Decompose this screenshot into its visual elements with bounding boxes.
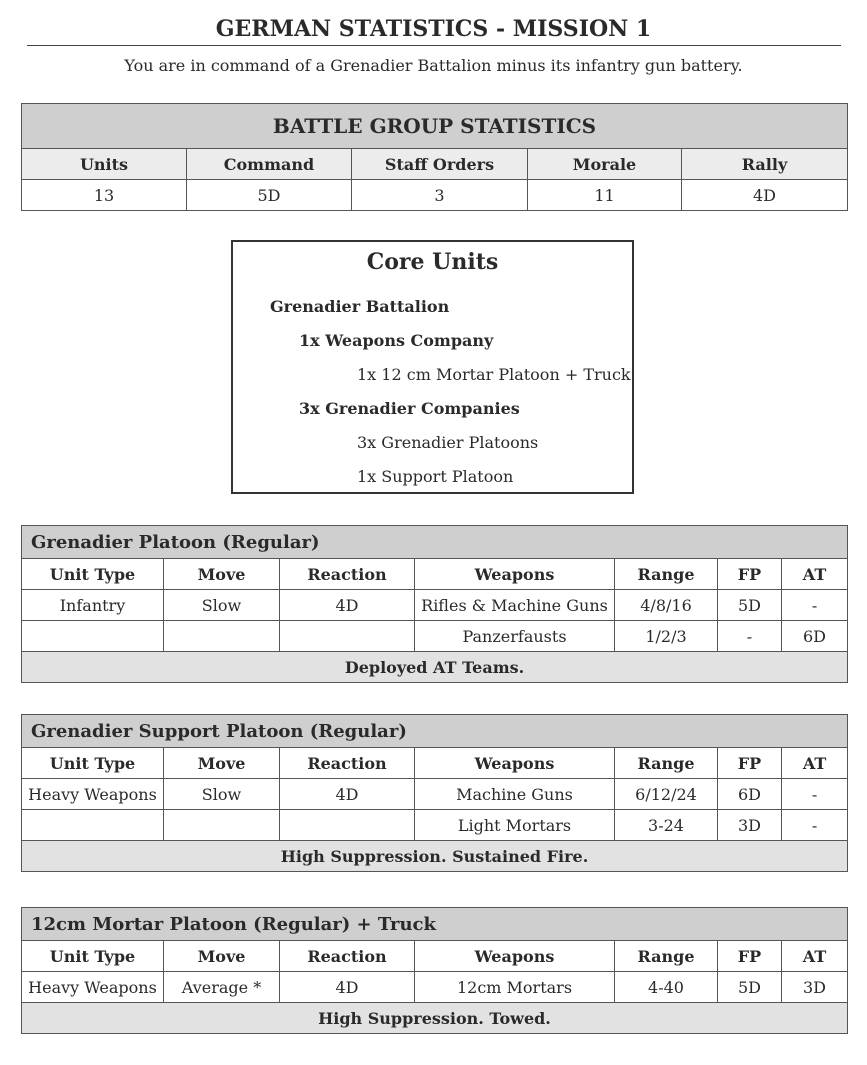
weapons-cell: Rifles & Machine Guns — [415, 590, 615, 621]
at-cell: - — [782, 810, 848, 841]
core-units-title: Core Units — [366, 249, 499, 275]
weapons-cell: Panzerfausts — [415, 621, 615, 652]
column-header: FP — [718, 559, 782, 590]
column-header: Morale — [528, 149, 682, 180]
weapons-cell: Machine Guns — [415, 779, 615, 810]
column-header: Move — [164, 941, 280, 972]
weapons-cell: 12cm Mortars — [415, 972, 615, 1003]
column-header: Rally — [682, 149, 848, 180]
range-cell: 6/12/24 — [615, 779, 718, 810]
title-divider — [27, 45, 841, 46]
range-cell: 3-24 — [615, 810, 718, 841]
column-header: Weapons — [415, 941, 615, 972]
unit-type-cell — [22, 810, 164, 841]
page-title: GERMAN STATISTICS - MISSION 1 — [215, 16, 652, 42]
column-header: AT — [782, 941, 848, 972]
column-header: Units — [22, 149, 187, 180]
unit-type-cell: Heavy Weapons — [22, 972, 164, 1003]
move-cell — [164, 621, 280, 652]
staff-orders-value: 3 — [352, 180, 528, 211]
grenadier-platoons-label: 3x Grenadier Platoons — [357, 433, 539, 452]
reaction-cell: 4D — [280, 779, 415, 810]
column-header: Move — [164, 559, 280, 590]
column-header: Reaction — [280, 748, 415, 779]
range-cell: 4/8/16 — [615, 590, 718, 621]
unit-note: High Suppression. Towed. — [22, 1003, 848, 1034]
fp-cell: 5D — [718, 590, 782, 621]
fp-cell: 6D — [718, 779, 782, 810]
column-header: Weapons — [415, 559, 615, 590]
column-header: Reaction — [280, 941, 415, 972]
table-row — [22, 972, 848, 1003]
fp-cell: 3D — [718, 810, 782, 841]
table-row — [22, 779, 848, 810]
table-row — [22, 810, 848, 841]
rally-value: 4D — [682, 180, 848, 211]
morale-value: 11 — [528, 180, 682, 211]
range-cell: 4-40 — [615, 972, 718, 1003]
grenadier-companies-label: 3x Grenadier Companies — [299, 399, 520, 418]
core-units-box — [231, 240, 634, 494]
reaction-cell — [280, 621, 415, 652]
support-platoon-label: 1x Support Platoon — [357, 467, 514, 486]
unit-type-cell: Infantry — [22, 590, 164, 621]
battle-group-table — [21, 103, 848, 211]
move-cell — [164, 810, 280, 841]
unit-title: Grenadier Support Platoon (Regular) — [22, 715, 848, 748]
column-header: FP — [718, 748, 782, 779]
reaction-cell: 4D — [280, 972, 415, 1003]
weapons-company-label: 1x Weapons Company — [299, 331, 494, 350]
unit-note: Deployed AT Teams. — [22, 652, 848, 683]
fp-cell: 5D — [718, 972, 782, 1003]
column-header: Move — [164, 748, 280, 779]
column-header: FP — [718, 941, 782, 972]
at-cell: 6D — [782, 621, 848, 652]
at-cell: - — [782, 590, 848, 621]
column-header: Unit Type — [22, 941, 164, 972]
reaction-cell: 4D — [280, 590, 415, 621]
range-cell: 1/2/3 — [615, 621, 718, 652]
at-cell: - — [782, 779, 848, 810]
fp-cell: - — [718, 621, 782, 652]
unit-type-cell: Heavy Weapons — [22, 779, 164, 810]
move-cell: Slow — [164, 779, 280, 810]
grenadier-platoon-table — [21, 525, 848, 683]
column-header: Staff Orders — [352, 149, 528, 180]
column-header: Unit Type — [22, 748, 164, 779]
column-header: AT — [782, 748, 848, 779]
page-subtitle: You are in command of a Grenadier Battalion minus its infantry gun battery. — [124, 56, 743, 75]
table-row — [22, 590, 848, 621]
column-header: Unit Type — [22, 559, 164, 590]
column-header: Reaction — [280, 559, 415, 590]
command-value: 5D — [187, 180, 352, 211]
unit-type-cell — [22, 621, 164, 652]
unit-title: Grenadier Platoon (Regular) — [22, 526, 848, 559]
mortar-platoon-label: 1x 12 cm Mortar Platoon + Truck — [357, 365, 631, 384]
mortar-platoon-table — [21, 907, 848, 1034]
battle-group-title: BATTLE GROUP STATISTICS — [22, 104, 848, 149]
table-row — [22, 621, 848, 652]
move-cell: Average * — [164, 972, 280, 1003]
column-header: Range — [615, 559, 718, 590]
reaction-cell — [280, 810, 415, 841]
support-platoon-table — [21, 714, 848, 872]
column-header: Range — [615, 748, 718, 779]
unit-note: High Suppression. Sustained Fire. — [22, 841, 848, 872]
at-cell: 3D — [782, 972, 848, 1003]
unit-title: 12cm Mortar Platoon (Regular) + Truck — [22, 908, 848, 941]
column-header: Command — [187, 149, 352, 180]
column-header: Weapons — [415, 748, 615, 779]
weapons-cell: Light Mortars — [415, 810, 615, 841]
move-cell: Slow — [164, 590, 280, 621]
column-header: Range — [615, 941, 718, 972]
column-header: AT — [782, 559, 848, 590]
units-value: 13 — [22, 180, 187, 211]
battalion-label: Grenadier Battalion — [270, 297, 450, 316]
